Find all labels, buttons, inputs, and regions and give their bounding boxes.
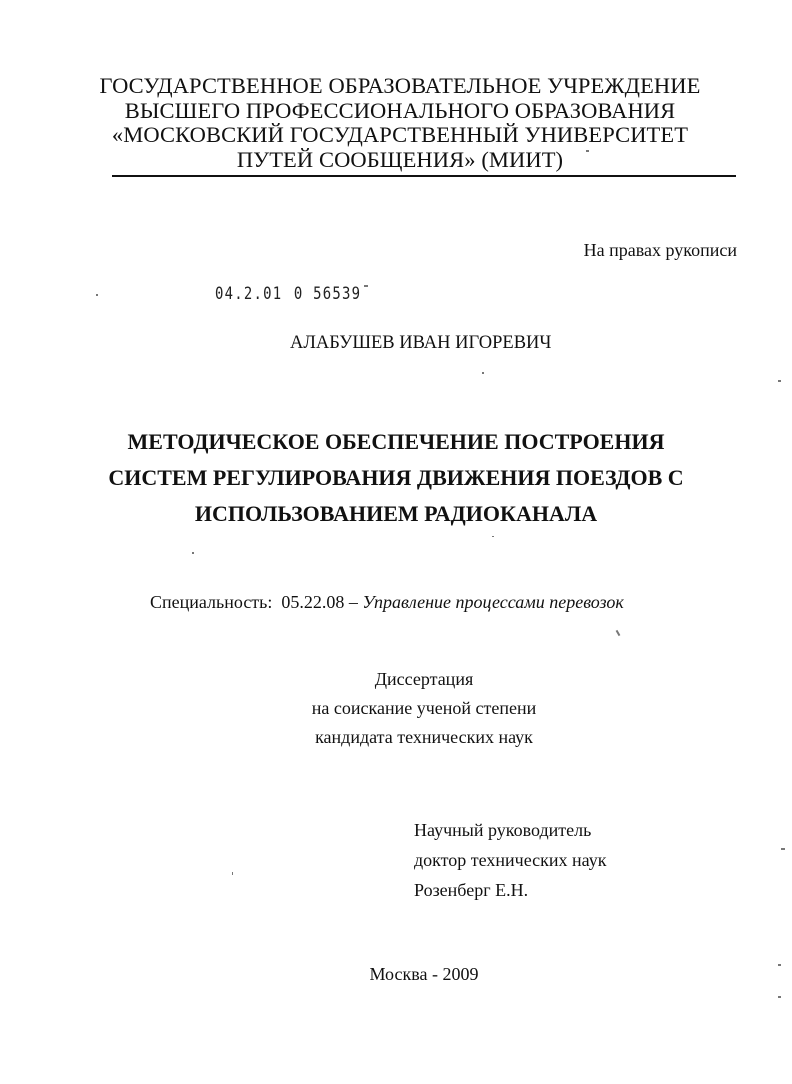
- dissertation-line: кандидата технических наук: [315, 727, 533, 747]
- dissertation-line: на соискание ученой степени: [311, 698, 537, 718]
- title-line: МЕТОДИЧЕСКОЕ ОБЕСПЕЧЕНИЕ ПОСТРОЕНИЯ: [127, 429, 665, 454]
- scan-speck: [781, 848, 785, 850]
- header-divider: [112, 175, 736, 177]
- dissertation-title: [40, 424, 752, 532]
- registration-code-part: 0 56539: [293, 284, 362, 304]
- specialty-label: Специальность:: [150, 592, 273, 612]
- title-line: СИСТЕМ РЕГУЛИРОВАНИЯ ДВИЖЕНИЯ ПОЕЗДОВ С: [108, 465, 684, 490]
- advisor-line: Розенберг Е.Н.: [414, 880, 529, 900]
- scientific-advisor: [414, 815, 607, 905]
- scan-speck: [192, 552, 194, 554]
- title-line: ИСПОЛЬЗОВАНИЕМ РАДИОКАНАЛА: [194, 501, 598, 526]
- institution-line: «МОСКОВСКИЙ ГОСУДАРСТВЕННЫЙ УНИВЕРСИТЕТ: [111, 122, 689, 147]
- scan-speck: [778, 996, 781, 998]
- author-name: АЛАБУШЕВ ИВАН ИГОРЕВИЧ: [290, 333, 552, 353]
- institution-header: [60, 74, 740, 172]
- dissertation-line: Диссертация: [374, 669, 474, 689]
- specialty-line: [150, 592, 624, 613]
- advisor-line: Научный руководитель: [414, 820, 592, 840]
- scan-speck: [96, 294, 98, 296]
- scan-speck: [364, 285, 368, 287]
- specialty-code: 05.22.08 –: [281, 592, 358, 612]
- scan-speck: [482, 372, 484, 374]
- rights-note: На правах рукописи: [583, 240, 737, 260]
- advisor-line: доктор технических наук: [414, 850, 607, 870]
- dissertation-type: [224, 665, 624, 752]
- scan-speck: [778, 964, 781, 966]
- institution-line: ВЫСШЕГО ПРОФЕССИОНАЛЬНОГО ОБРАЗОВАНИЯ: [124, 97, 676, 123]
- registration-code: [215, 284, 361, 304]
- scan-speck: [616, 630, 621, 636]
- institution-line: ГОСУДАРСТВЕННОЕ ОБРАЗОВАТЕЛЬНОЕ УЧРЕЖДЕНИЕ: [99, 73, 701, 98]
- scan-speck: [232, 872, 233, 875]
- institution-line: ПУТЕЙ СООБЩЕНИЯ» (МИИТ): [236, 146, 564, 172]
- specialty-name: Управление процессами перевозок: [362, 592, 624, 612]
- registration-code-part: 04.2.01: [215, 284, 283, 304]
- scan-speck: [492, 536, 494, 537]
- scan-speck: [778, 380, 781, 382]
- city-year: Москва - 2009: [369, 964, 479, 984]
- scan-speck: [586, 150, 589, 152]
